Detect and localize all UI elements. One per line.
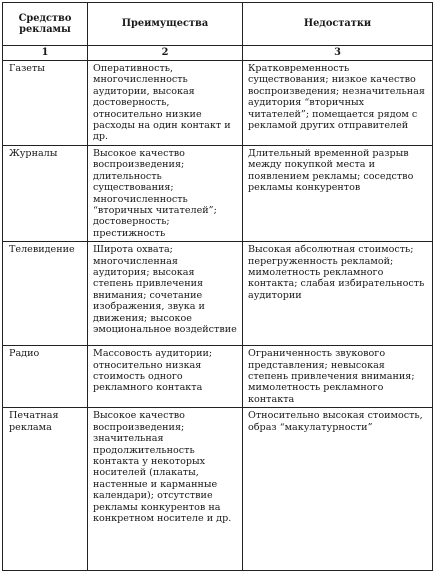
medium-cell xyxy=(3,61,88,146)
column-number: 1 xyxy=(3,46,88,61)
table-row xyxy=(3,346,433,408)
advantages-text: Широта охвата; многочисленная аудитория; высокая степень привлечения внимания; сочетание изображения, звука и движения; высокое эмоциональное воздействие xyxy=(93,244,237,336)
medium-name: Телевидение xyxy=(9,244,75,256)
medium-name: Радио xyxy=(9,348,40,360)
medium-cell xyxy=(3,146,88,242)
medium-cell xyxy=(3,408,88,571)
advantages-cell xyxy=(88,408,243,571)
header-disadvantages: Недостатки xyxy=(243,3,433,46)
advantages-text: Массовость аудитории; относительно низкая стоимость одного рекламного контакта xyxy=(93,348,213,394)
table-header-row xyxy=(3,3,433,46)
header-medium: Средство рекламы xyxy=(3,3,88,46)
disadvantages-cell xyxy=(243,408,433,571)
disadvantages-text: Относительно высокая стоимость, образ “макулатурности” xyxy=(248,410,423,433)
table-row xyxy=(3,242,433,346)
table-row xyxy=(3,61,433,146)
disadvantages-text: Длительный временной разрыв между покупкой места и появлением рекламы; соседство рекламы конкурентов xyxy=(248,148,414,194)
medium-cell xyxy=(3,346,88,408)
header-advantages: Преимущества xyxy=(88,3,243,46)
disadvantages-cell xyxy=(243,242,433,346)
column-number-row xyxy=(3,46,433,61)
disadvantages-cell xyxy=(243,61,433,146)
disadvantages-cell xyxy=(243,346,433,408)
column-number: 2 xyxy=(88,46,243,61)
advantages-text: Высокое качество воспроизведения; значительная продолжительность контакта у некоторых носителей (плакаты, настенные и карманные календари); отсутствие рекламы конкурентов на конкретном носителе и др. xyxy=(93,410,232,524)
medium-cell xyxy=(3,242,88,346)
advantages-cell xyxy=(88,61,243,146)
advantages-text: Высокое качество воспроизведения; длительность существования; многочисленность “вторичных читателей”; достоверность; престижность xyxy=(93,148,217,239)
medium-name: Печатная реклама xyxy=(9,410,59,433)
advertising-media-table xyxy=(2,2,433,571)
advantages-cell xyxy=(88,346,243,408)
medium-name: Журналы xyxy=(9,148,58,159)
table-row xyxy=(3,146,433,242)
column-number: 3 xyxy=(243,46,433,61)
advantages-text: Оперативность, многочисленность аудитории, высокая достоверность, относительно низкие расходы на один контакт и др. xyxy=(93,63,231,143)
medium-name: Газеты xyxy=(9,63,45,74)
advantages-cell xyxy=(88,146,243,242)
table-row xyxy=(3,408,433,571)
disadvantages-text: Кратковременность существования; низкое качество воспроизведения; незначительная аудитория “вторичных читателей”; помещается рядом с рекламой других отправителей xyxy=(248,63,425,132)
disadvantages-text: Высокая абсолютная стоимость; перегруженность рекламой; мимолетность рекламного контакта; слабая избирательность аудитории xyxy=(248,244,425,301)
disadvantages-cell xyxy=(243,146,433,242)
advantages-cell xyxy=(88,242,243,346)
disadvantages-text: Ограниченность звукового представления; невысокая степень привлечения внимания; мимолетность рекламного контакта xyxy=(248,348,415,405)
